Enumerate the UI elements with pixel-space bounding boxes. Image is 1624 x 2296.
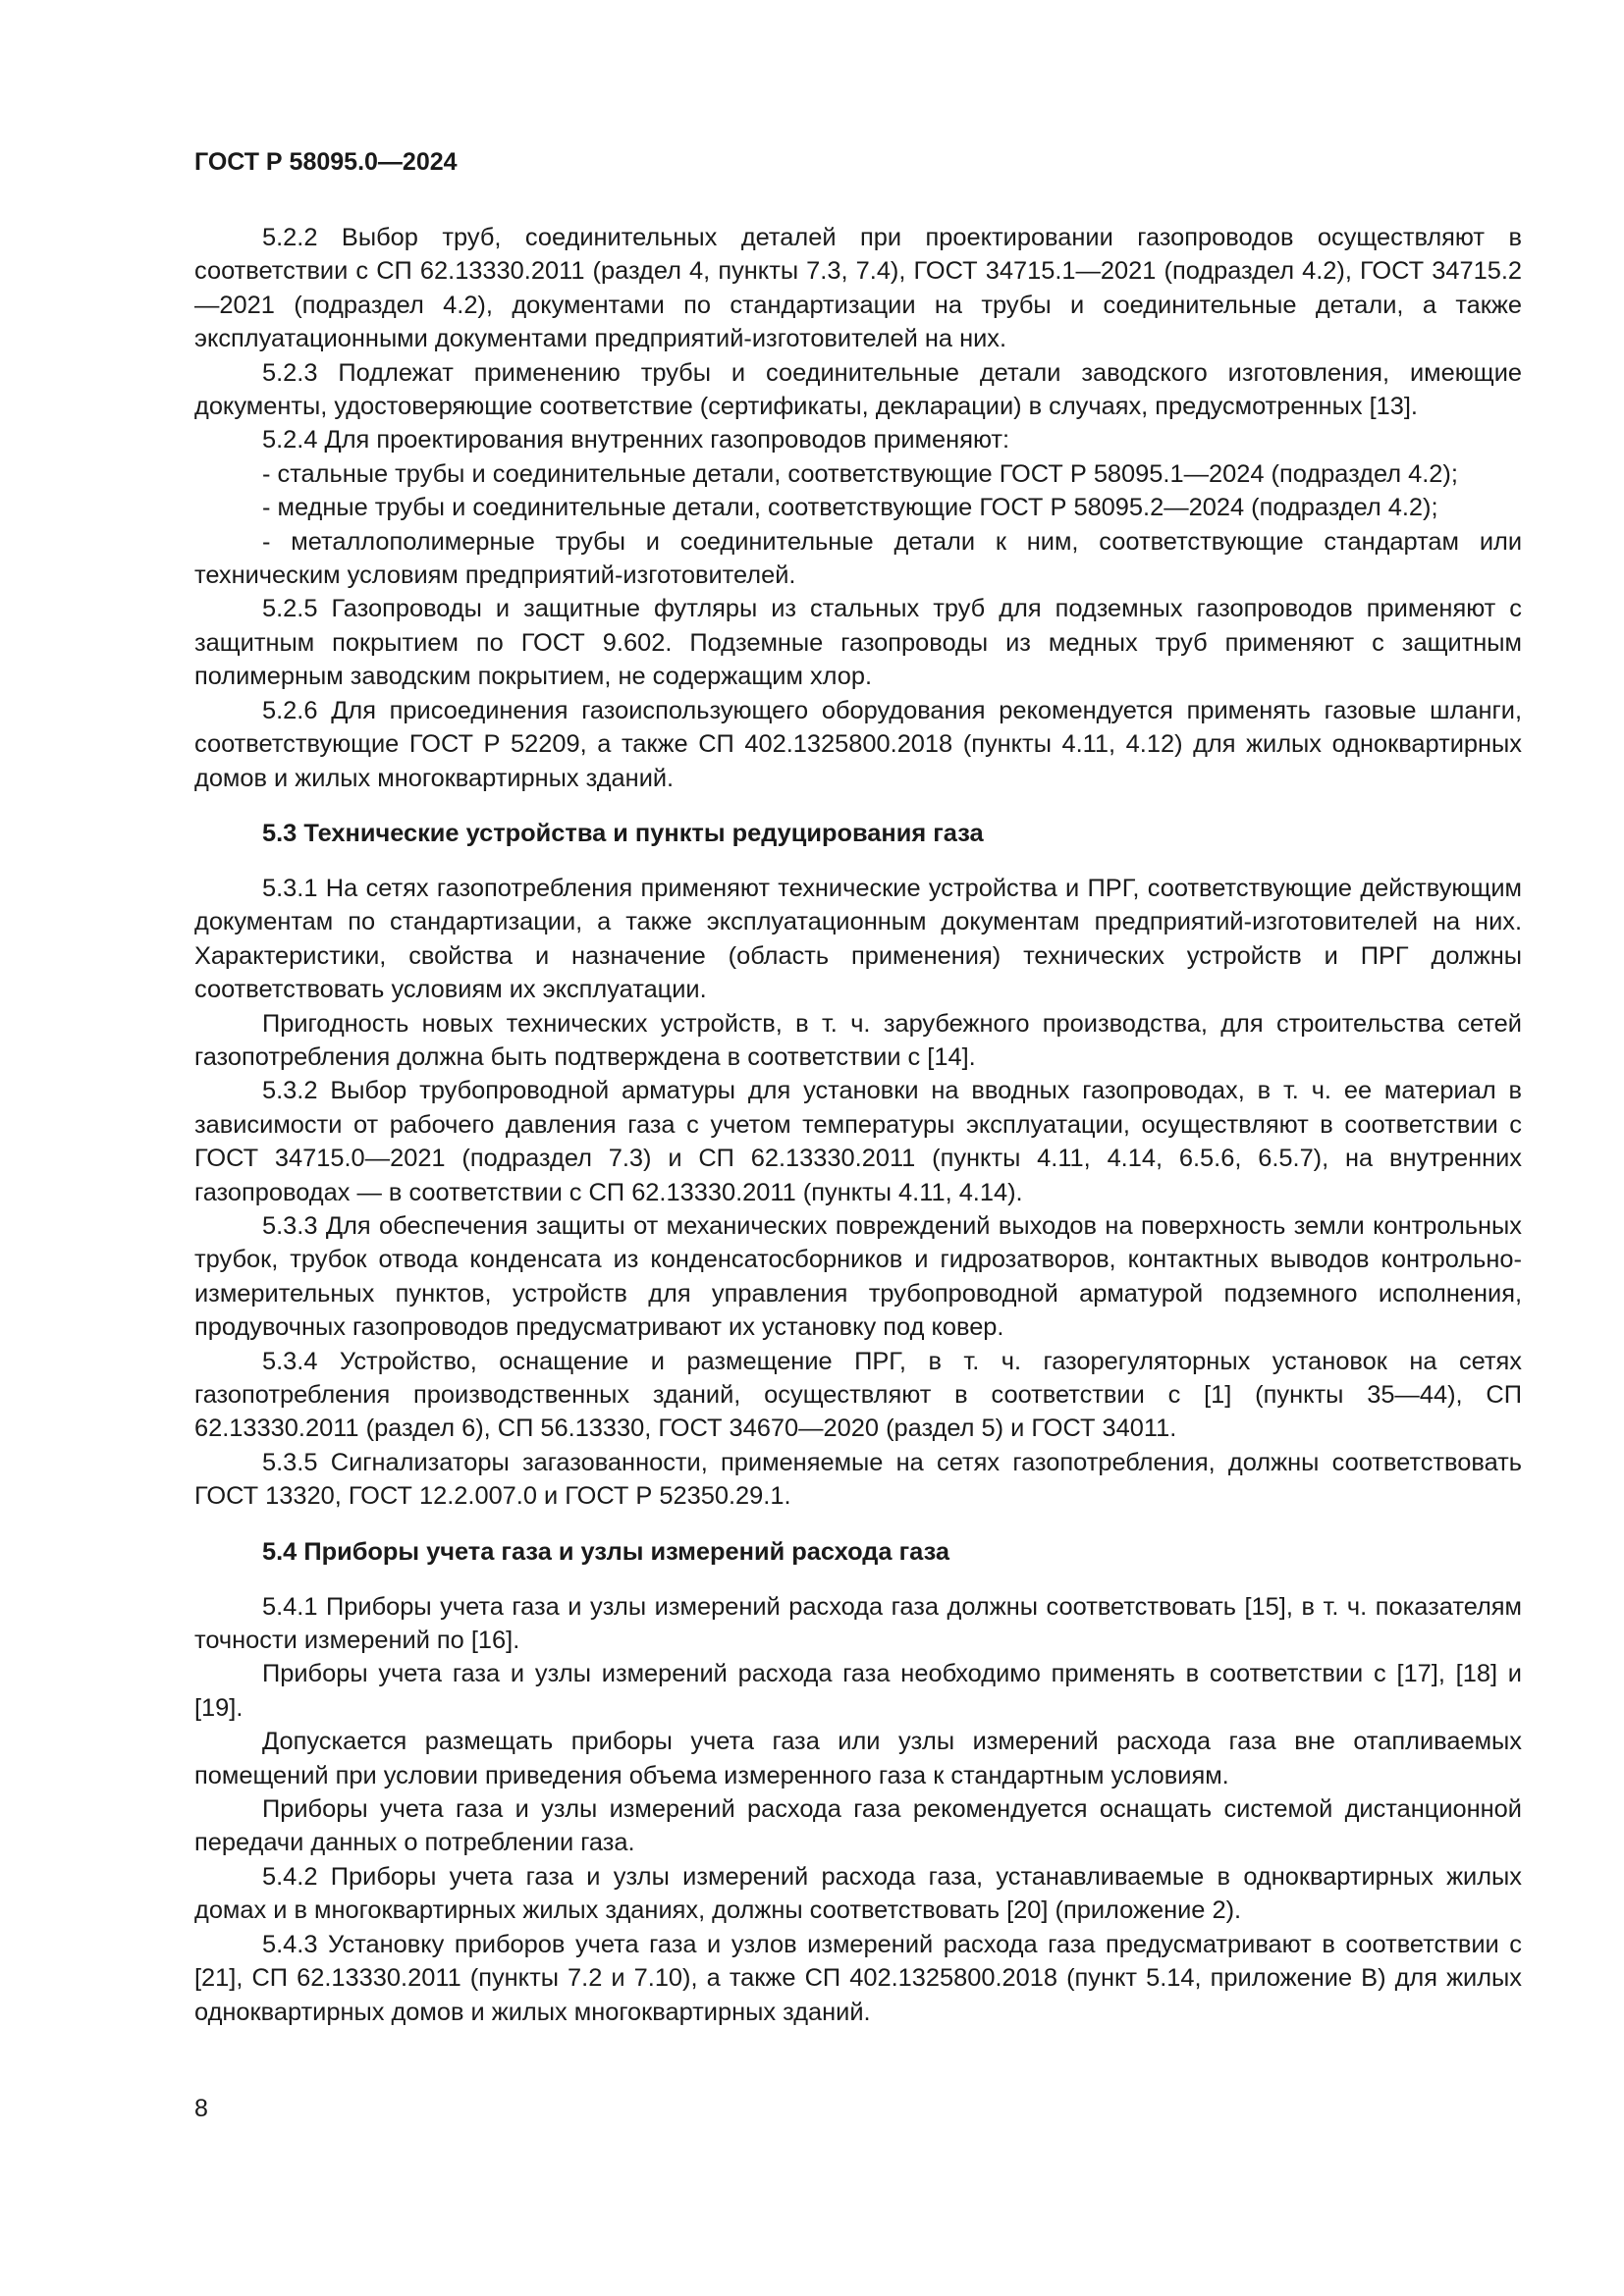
document-page [194,147,1522,2029]
paragraph-5-2-6: 5.2.6 Для присоединения газоиспользующего оборудования рекомендуется применять газовые шланги, соответствующие ГОСТ Р 52209, а также СП 402.1325800.2018 (пункты 4.11, 4.12) для жилых одноквартирных домов и жилых многоквартирных зданий. [194,696,1522,792]
paragraph-5-3-5: 5.3.5 Сигнализаторы загазованности, применяемые на сетях газопотребления, должны соответствовать ГОСТ 13320, ГОСТ 12.2.007.0 и ГОСТ Р 52350.29.1. [194,1448,1522,1511]
list-item-copper-pipes: - медные трубы и соединительные детали, соответствующие ГОСТ Р 58095.2—2024 (подраздел 4.2); [262,494,1438,522]
paragraph-gas-meters-apply: Приборы учета газа и узлы измерений расхода газа необходимо применять в соответствии с [17], [18] и [19]. [194,1660,1522,1722]
paragraph-5-3-2: 5.3.2 Выбор трубопроводной арматуры для установки на вводных газопроводах, в т. ч. ее материал в зависимости от рабочего давления газа с учетом температуры эксплуатации, осуществляют в соответствии с ГОСТ 34715.0—2021 (подраздел 7.3) и СП 62.13330.2011 (пункты 4.11, 4.14, 6.5.6, 6.5.7), на внутренних газопроводах — в соответствии с СП 62.13330.2011 (пункты 4.11, 4.14). [194,1077,1522,1206]
document-code-header: ГОСТ Р 58095.0—2024 [194,148,458,176]
paragraph-5-4-3: 5.4.3 Установку приборов учета газа и узлов измерений расхода газа предусматривают в соответствии с [21], СП 62.13330.2011 (пункты 7.2 и 7.10), а также СП 402.1325800.2018 (пункт 5.14, приложение В) для жилых одноквартирных домов и жилых многоквартирных зданий. [194,1930,1522,2026]
paragraph-5-2-2: 5.2.2 Выбор труб, соединительных деталей при проектировании газопроводов осуществляют в соответствии с СП 62.13330.2011 (раздел 4, пункты 7.3, 7.4), ГОСТ 34715.1—2021 (подраздел 4.2), ГОСТ 34715.2—2021 (подраздел 4.2), документами по стандартизации на трубы и соединительные детали, а также эксплуатационными документами предприятий-изготовителей на них. [194,224,1522,353]
paragraph-5-2-5: 5.2.5 Газопроводы и защитные футляры из стальных труб для подземных газопроводов применяют с защитным покрытием по ГОСТ 9.602. Подземные газопроводы из медных труб применяют с защитным полимерным заводским покрытием, не содержащим хлор. [194,595,1522,691]
page-number: 8 [194,2095,208,2122]
paragraph-5-4-2: 5.4.2 Приборы учета газа и узлы измерений расхода газа, устанавливаемые в одноквартирных жилых домах и в многоквартирных жилых зданиях, должны соответствовать [20] (приложение 2). [194,1862,1522,1925]
paragraph-5-3-3: 5.3.3 Для обеспечения защиты от механических повреждений выходов на поверхность земли контрольных трубок, трубок отвода конденсата из конденсатосборников и гидрозатворов, контактных выводов контрольно-измерительных пунктов, устройств для управления трубопроводной арматурой подземного исполнения, продувочных газопроводов предусматривают их установку под ковер. [194,1211,1522,1342]
list-item-steel-pipes: - стальные трубы и соединительные детали, соответствующие ГОСТ Р 58095.1—2024 (подраздел 4.2); [262,459,1458,488]
paragraph-new-devices: Пригодность новых технических устройств, в т. ч. зарубежного производства, для строительства сетей газопотребления должна быть подтверждена в соответствии с [14]. [194,1009,1522,1071]
paragraph-5-3-1: 5.3.1 На сетях газопотребления применяют технические устройства и ПРГ, соответствующие действующим документам по стандартизации, а также эксплуатационным документам предприятий-изготовителей на них. Характеристики, свойства и назначение (область применения) технических устройств и ПРГ должны соответствовать условиям их эксплуатации. [194,874,1522,1004]
paragraph-remote-transmission: Приборы учета газа и узлы измерений расхода газа рекомендуется оснащать системой дистанционной передачи данных о потреблении газа. [194,1795,1522,1857]
section-heading-5-3: 5.3 Технические устройства и пункты редуцирования газа [262,819,984,847]
paragraph-5-4-1: 5.4.1 Приборы учета газа и узлы измерений расхода газа должны соответствовать [15], в т. ч. показателям точности измерений по [16]. [194,1592,1522,1655]
paragraph-5-2-4: 5.2.4 Для проектирования внутренних газопроводов применяют: [262,426,1010,454]
paragraph-5-3-4: 5.3.4 Устройство, оснащение и размещение ПРГ, в т. ч. газорегуляторных установок на сетях газопотребления производственных зданий, осуществляют в соответствии с [1] (пункты 35—44), СП 62.13330.2011 (раздел 6), СП 56.13330, ГОСТ 34670—2020 (раздел 5) и ГОСТ 34011. [194,1347,1522,1443]
section-heading-5-4: 5.4 Приборы учета газа и узлы измерений расхода газа [262,1537,950,1566]
paragraph-5-2-3: 5.2.3 Подлежат применению трубы и соединительные детали заводского изготовления, имеющие документы, удостоверяющие соответствие (сертификаты, декларации) в случаях, предусмотренных [13]. [194,358,1522,421]
list-item-metal-polymer-pipes: - металлополимерные трубы и соединительные детали к ним, соответствующие стандартам или техническим условиям предприятий-изготовителей. [194,527,1522,590]
paragraph-unheated-rooms: Допускается размещать приборы учета газа или узлы измерений расхода газа вне отапливаемых помещений при условии приведения объема измеренного газа к стандартным условиям. [194,1728,1522,1789]
